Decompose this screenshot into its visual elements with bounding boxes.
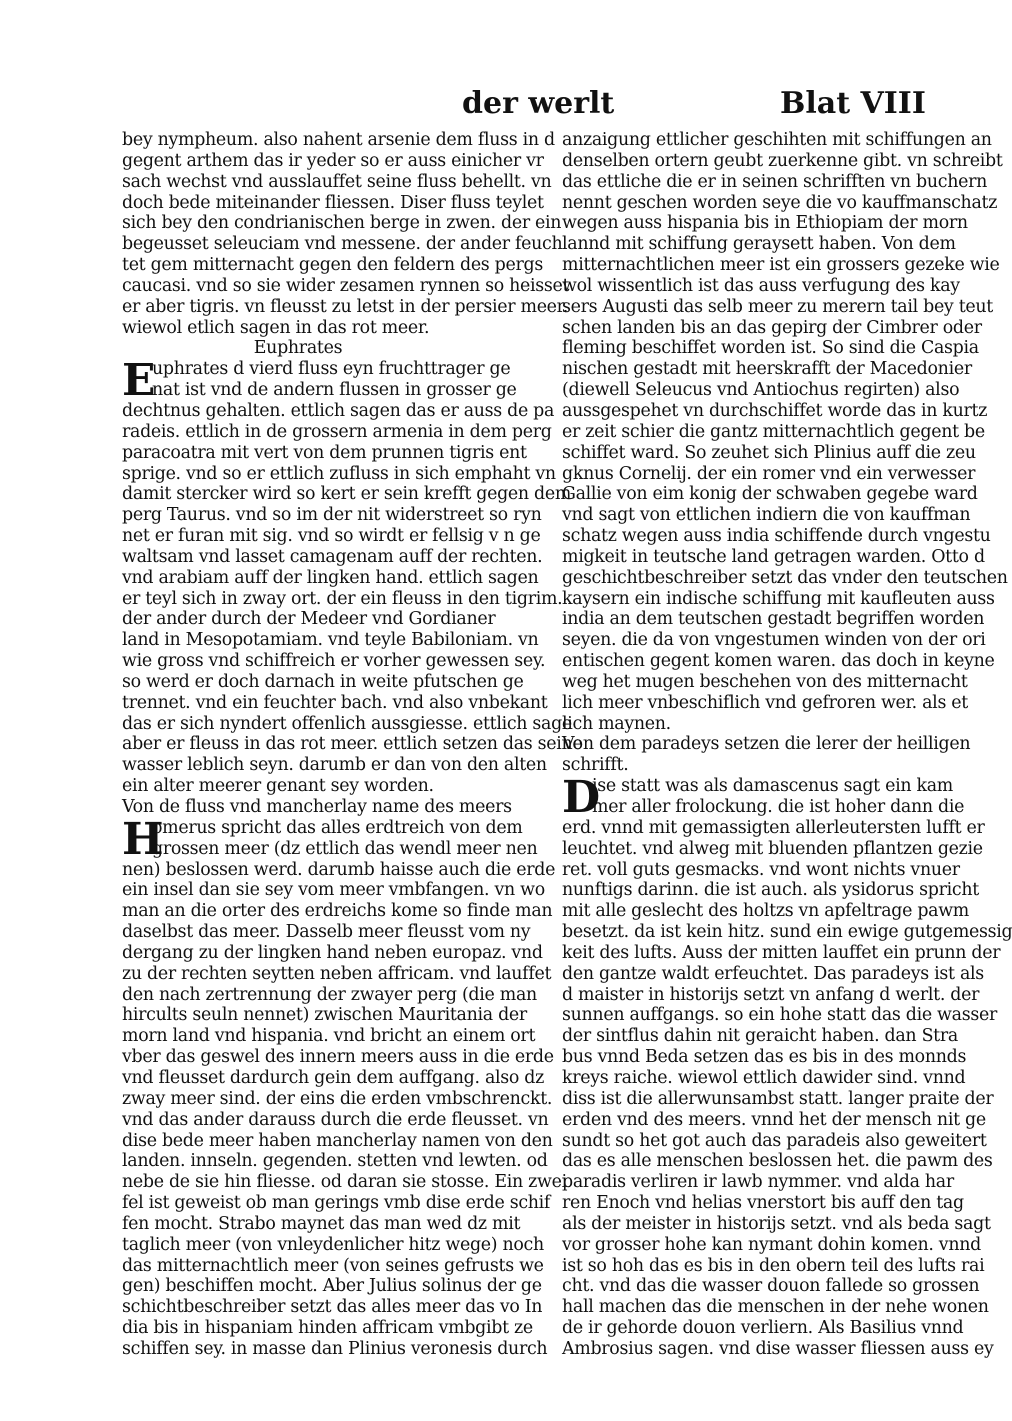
text-line: ein alter meerer genant sey worden. (122, 776, 434, 797)
text-line: wasser leblich seyn. darumb er dan von den alten (122, 755, 547, 776)
text-line: net er furan mit sig. vnd so wirdt er fellsig v n ge (122, 526, 541, 547)
text-line: keit des lufts. Auss der mitten lauffet ein prunn der (562, 942, 1001, 963)
text-line: er teyl sich in zway ort. der ein fleuss in den tigrim. (122, 588, 563, 609)
text-line: bey nympheum. also nahent arsenie dem fluss in d (122, 130, 555, 150)
running-title: der werlt (462, 86, 615, 121)
text-line: d maister in historijs setzt vn anfang d werlt. der (562, 984, 980, 1005)
text-line: vnd arabiam auff der lingken hand. ettlich sagen (122, 567, 539, 588)
text-line: das mitternachtlich meer (von seines gefrusts we (122, 1255, 544, 1276)
text-line: dia bis in hispaniam hinden affricam vmbgibt ze (122, 1318, 533, 1339)
text-line: trennet. vnd ein feuchter bach. vnd also vnbekant (122, 692, 548, 713)
text-line: nunftigs darinn. die ist auch. als ysidorus spricht (562, 880, 979, 901)
text-line: so werd er doch darnach in weite pfutschen ge (122, 671, 524, 692)
drop-initial-d: D (562, 772, 600, 824)
text-line: schatz wegen auss india schiffende durch vngestu (562, 526, 991, 547)
text-line: aussgespehet vn durchschiffet worde das in kurtz (562, 400, 988, 421)
text-line: nen) beslossen werd. darumb haisse auch die erde (122, 859, 556, 880)
text-line: kreys raiche. wiewol ettlich dawider sind. vnnd (562, 1067, 966, 1088)
text-line: vber das geswel des innern meers auss in die erde (122, 1047, 554, 1068)
text-line: gknus Cornelij. der ein romer vnd ein verwesser (562, 463, 976, 484)
left-block-a (122, 130, 570, 338)
text-line: man an die orter des erdreichs kome so finde man (122, 901, 553, 922)
text-line: vnd fleusset dardurch gein dem auffgang. also dz (122, 1067, 544, 1088)
left-column (122, 130, 583, 1360)
text-line: Gallie von eim konig der schwaben gegebe ward (562, 484, 978, 505)
drop-initial-h: H (122, 813, 164, 865)
text-line: ein insel dan sie sey vom meer vmbfangen. vn wo (122, 880, 545, 901)
text-line: hall machen das die menschen in der nehe wonen (562, 1297, 989, 1318)
text-line: diss ist die allerwunsambst statt. langer praite der (562, 1088, 994, 1109)
text-line: bus vnnd Beda setzen das es bis in des monnds (562, 1047, 967, 1068)
text-line: zu der rechten seytten neben affricam. vnd lauffet (122, 963, 552, 984)
text-line: besetzt. da ist kein hitz. sund ein ewige gutgemessig (562, 922, 1012, 943)
text-line: wie gross vnd schiffreich er vorher gewessen sey. (122, 651, 546, 672)
section-heading-euphrates: Euphrates (253, 338, 343, 359)
text-line: waltsam vnd lasset camagenam auff der rechten. (122, 546, 543, 567)
text-line: den nach zertrennung der zwayer perg (die man (122, 984, 537, 1005)
text-line: schiffen sey. in masse dan Plinius veronesis durch (122, 1338, 548, 1359)
text-line: tet gem mitternacht gegen den feldern des pergs (122, 255, 543, 276)
text-line: land in Mesopotamiam. vnd teyle Babiloniam. vn (122, 630, 539, 651)
heading-line: schrifft. (562, 755, 629, 776)
text-line: paracoatra mit vert von dem prunnen tigris ent (122, 442, 527, 463)
text-line: kaysern ein indische schiffung mit kaufleuten auss (562, 588, 995, 609)
text-line: dise bede meer haben mancherlay namen von den (122, 1130, 553, 1151)
left-block-c (122, 859, 567, 1360)
meers-opening (122, 813, 538, 865)
text-line: sach wechst vnd ausslauffet seine fluss behellt. vn (122, 171, 552, 192)
text-line: vnd sagt von ettlichen indiern die von kauffman (562, 505, 971, 526)
text-line: sprige. vnd so er ettlich zufluss in sich emphaht vn (122, 463, 556, 484)
text-line: de ir gehorde douon verliern. Als Basilius vnnd (562, 1318, 964, 1339)
text-line: gen) beschiffen mocht. Aber Julius solinus der ge (122, 1276, 542, 1297)
text-line: er aber tigris. vn fleusst zu letst in der persier meer. (122, 296, 569, 317)
heading-line: Von dem paradeys setzen die lerer der heilligen (562, 734, 971, 755)
text-line: caucasi. vnd so sie wider zesamen rynnen so heisset (122, 275, 570, 296)
text-line: nischen gestadt mit heerskrafft der Macedonier (562, 359, 972, 380)
text-line: grossen meer (dz ettlich das wendl meer nen (152, 838, 538, 859)
section-heading-paradeys (562, 734, 971, 776)
text-line: lich meer vnbeschiflich vnd gefroren wer. als et (562, 692, 968, 713)
text-line: gegent arthem das ir yeder so er auss einicher vr (122, 150, 544, 171)
text-line: mit alle geslecht des holtzs vn apfeltrage pawm (562, 901, 969, 922)
text-line: entischen gegent komen waren. das doch in keyne (562, 651, 995, 672)
text-line: vnd das ander darauss durch die erde fleusset. vn (122, 1109, 549, 1130)
text-line: erden vnd des meers. vnnd het der mensch nit ge (562, 1109, 986, 1130)
text-line: lich maynen. (562, 713, 671, 734)
text-line: taglich meer (von vnleydenlicher hitz wege) noch (122, 1234, 544, 1255)
text-line: damit stercker wird so kert er sein krefft gegen dem (122, 484, 572, 505)
right-block-a (562, 130, 1008, 734)
text-line: dechtnus gehalten. ettlich sagen das er auss de pa (122, 400, 555, 421)
text-line: sundt so het got auch das paradeis also geweitert (562, 1130, 987, 1151)
drop-initial-e: E (122, 355, 156, 407)
text-line: schichtbeschreiber setzt das alles meer das vo In (122, 1297, 543, 1318)
section-heading-meers: Von de fluss vnd mancherlay name des meers (122, 797, 512, 817)
text-line: das er sich nyndert offenlich aussgiesse. ettlich sage (122, 713, 572, 734)
text-line: ist so hoh das es bis in den obern teil des lufts rai (562, 1255, 985, 1276)
text-line: ren Enoch vnd helias vnerstort bis auff den tag (562, 1193, 964, 1214)
text-line: wiewol etlich sagen in das rot meer. (122, 317, 430, 338)
text-line: paradis verliren ir lawb nymmer. vnd alda har (562, 1172, 954, 1193)
text-line: seyen. die da von vngestumen winden von der ori (562, 630, 986, 651)
text-line: aber er fleuss in das rot meer. ettlich setzen das seine (122, 734, 583, 755)
text-line: begeusset seleuciam vnd messene. der ander feuch (122, 234, 563, 255)
text-line: erd. vnnd mit gemassigten allerleutersten lufft er (562, 817, 985, 838)
text-line: er zeit schier die gantz mitternachtlich gegent be (562, 421, 985, 442)
text-line: sich bey den condrianischen berge in zwen. der ein (122, 213, 562, 234)
text-line: schen landen bis an das gepirg der Cimbrer oder (562, 317, 982, 338)
text-line: schiffet ward. So zeuhet sich Plinius auff die zeu (562, 442, 976, 463)
text-line: lannd mit schiffung geraysett haben. Von dem (562, 234, 956, 255)
text-line: (diewell Seleucus vnd Antiochus regirten) also (562, 380, 960, 401)
text-line: fleming beschiffet worden ist. So sind die Caspia (562, 338, 979, 359)
text-line: der sintflus dahin nit geraicht haben. dan Stra (562, 1026, 958, 1047)
text-line: als der meister in historijs setzt. vnd als beda sagt (562, 1213, 991, 1234)
text-line: sunnen auffgangs. so ein hohe statt das die wasser (562, 1005, 997, 1026)
euphrates-opening (122, 355, 517, 407)
text-line: weg het mugen beschehen von des mitternacht (562, 671, 968, 692)
text-line: wol wissentlich ist das auss verfugung des kay (562, 275, 960, 296)
text-line: denselben ortern geubt zuerkenne gibt. vn schreibt (562, 150, 1003, 171)
text-line: vor grosser hohe kan nymant dohin komen. vnnd (562, 1234, 981, 1255)
text-line: mitternachtlichen meer ist ein grossers gezeke wie (562, 255, 1000, 276)
text-line: das ettliche die er in seinen schrifften vn buchern (562, 171, 987, 192)
text-line: geschichtbeschreiber setzt das vnder den teutschen (562, 567, 1008, 588)
text-line: dergang zu der lingken hand neben europaz. vnd (122, 942, 543, 963)
text-line: den gantze waldt erfeuchtet. Das paradeys ist als (562, 963, 984, 984)
text-line: uphrates d vierd fluss eyn fruchttrager ge (152, 359, 511, 380)
text-line: hircults seuln nennet) zwischen Mauritania der (122, 1005, 527, 1026)
text-line: sers Augusti das selb meer zu merern tail bey teut (562, 296, 993, 317)
right-column (562, 130, 1012, 1360)
text-line: der ander durch der Medeer vnd Gordianer (122, 609, 496, 630)
text-line: cht. vnd das die wasser douon fallede so grossen (562, 1276, 980, 1297)
text-line: fel ist geweist ob man gerings vmb dise erde schif (122, 1193, 551, 1214)
text-line: perg Taurus. vnd so im der nit widerstreet so ryn (122, 505, 542, 526)
right-block-b (562, 817, 1012, 1360)
left-block-b (122, 400, 583, 797)
paradeys-opening (562, 772, 965, 824)
text-line: radeis. ettlich in de grossern armenia in dem perg (122, 421, 552, 442)
text-line: wegen auss hispania bis in Ethiopiam der morn (562, 213, 968, 234)
text-line: fen mocht. Strabo maynet das man wed dz mit (122, 1213, 521, 1234)
text-line: anzaigung ettlicher geschihten mit schiffungen an (562, 130, 992, 150)
text-line: ret. voll guts gesmacks. vnd wont nichts vnuer (562, 859, 960, 880)
text-line: omerus spricht das alles erdtreich von dem (152, 817, 523, 838)
text-line: leuchtet. vnd alweg mit bluenden pflantzen gezie (562, 838, 983, 859)
folio-number: Blat VIII (780, 86, 926, 121)
text-line: nat ist vnd de andern flussen in grosser ge (152, 380, 517, 401)
text-line: nebe de sie hin fliesse. od daran sie stosse. Ein zwei (122, 1172, 567, 1193)
text-line: zway meer sind. der eins die erden vmbschrenckt. (122, 1088, 553, 1109)
text-line: Ambrosius sagen. vnd dise wasser fliessen auss ey (562, 1338, 994, 1359)
text-line: india an dem teutschen gestadt begriffen worden (562, 609, 985, 630)
text-line: daselbst das meer. Dasselb meer fleusst vom ny (122, 922, 531, 943)
text-line: das es alle menschen beslossen het. die pawm des (562, 1151, 993, 1172)
text-line: migkeit in teutsche land getragen warden. Otto d (562, 546, 985, 567)
text-line: landen. innseln. gegenden. stetten vnd lewten. od (122, 1151, 548, 1172)
text-line: doch bede miteinander fliessen. Diser fluss teylet (122, 192, 544, 213)
text-line: mer aller frolockung. die ist hoher dann die (592, 797, 965, 817)
text-line: ise statt was als damascenus sagt ein kam (592, 776, 953, 797)
text-line: morn land vnd hispania. vnd bricht an einem ort (122, 1026, 536, 1047)
text-line: nennt geschen worden seye die vo kauffmanschatz (562, 192, 998, 213)
